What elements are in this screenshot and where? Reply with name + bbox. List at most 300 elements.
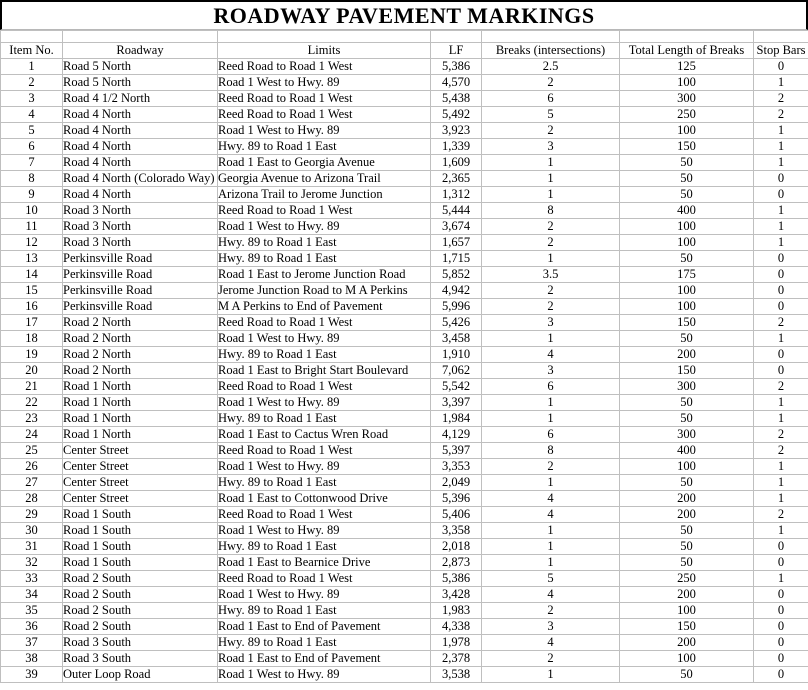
table-row <box>1 427 808 443</box>
cell-limits: Reed Road to Road 1 West <box>218 203 431 219</box>
cell-breaks: 1 <box>482 411 620 427</box>
cell-lf: 5,426 <box>431 315 482 331</box>
cell-stop-bars: 0 <box>754 555 808 571</box>
cell-total-length-of-breaks: 250 <box>620 571 754 587</box>
cell-stop-bars: 2 <box>754 443 808 459</box>
cell-roadway: Road 2 North <box>63 315 218 331</box>
cell-limits: Road 1 West to Hwy. 89 <box>218 587 431 603</box>
cell-item-no: 17 <box>1 315 63 331</box>
cell-total-length-of-breaks: 100 <box>620 459 754 475</box>
cell-roadway: Road 1 South <box>63 507 218 523</box>
cell-item-no: 31 <box>1 539 63 555</box>
cell-breaks: 1 <box>482 171 620 187</box>
cell-limits: Road 1 East to Georgia Avenue <box>218 155 431 171</box>
cell-item-no: 13 <box>1 251 63 267</box>
cell-breaks: 6 <box>482 379 620 395</box>
table-row <box>1 187 808 203</box>
cell-lf: 2,378 <box>431 651 482 667</box>
cell-total-length-of-breaks: 50 <box>620 155 754 171</box>
cell-item-no: 2 <box>1 75 63 91</box>
cell-stop-bars: 0 <box>754 619 808 635</box>
cell-breaks: 6 <box>482 427 620 443</box>
cell-roadway: Road 1 South <box>63 539 218 555</box>
cell-total-length-of-breaks: 150 <box>620 315 754 331</box>
cell-item-no: 22 <box>1 395 63 411</box>
cell-limits: Arizona Trail to Jerome Junction <box>218 187 431 203</box>
cell-limits: Road 1 West to Hwy. 89 <box>218 667 431 683</box>
cell-total-length-of-breaks: 50 <box>620 187 754 203</box>
cell-stop-bars: 0 <box>754 363 808 379</box>
cell-limits: Road 1 West to Hwy. 89 <box>218 75 431 91</box>
cell-total-length-of-breaks: 150 <box>620 139 754 155</box>
cell-breaks: 3 <box>482 315 620 331</box>
cell-stop-bars: 1 <box>754 491 808 507</box>
cell-total-length-of-breaks: 250 <box>620 107 754 123</box>
cell-roadway: Road 3 North <box>63 235 218 251</box>
cell-stop-bars: 2 <box>754 427 808 443</box>
cell-lf: 3,353 <box>431 459 482 475</box>
cell-limits: Reed Road to Road 1 West <box>218 443 431 459</box>
cell-breaks: 2 <box>482 283 620 299</box>
table-row <box>1 235 808 251</box>
cell-stop-bars: 0 <box>754 299 808 315</box>
table-row <box>1 139 808 155</box>
cell-limits: Road 1 East to End of Pavement <box>218 619 431 635</box>
cell-breaks: 2 <box>482 235 620 251</box>
table-row <box>1 587 808 603</box>
cell-breaks: 1 <box>482 539 620 555</box>
cell-breaks: 1 <box>482 523 620 539</box>
cell-lf: 1,910 <box>431 347 482 363</box>
cell-stop-bars: 0 <box>754 347 808 363</box>
column-header-limits: Limits <box>218 43 431 59</box>
cell-lf: 4,338 <box>431 619 482 635</box>
table-row <box>1 203 808 219</box>
cell-lf: 1,609 <box>431 155 482 171</box>
cell-breaks: 8 <box>482 203 620 219</box>
cell-lf: 3,923 <box>431 123 482 139</box>
cell-breaks: 2 <box>482 651 620 667</box>
cell-breaks: 3 <box>482 619 620 635</box>
cell-limits: Hwy. 89 to Road 1 East <box>218 139 431 155</box>
cell-stop-bars: 2 <box>754 507 808 523</box>
spacer-cell <box>218 31 431 43</box>
cell-lf: 1,715 <box>431 251 482 267</box>
table-row <box>1 283 808 299</box>
spacer-cell <box>1 31 63 43</box>
cell-breaks: 2.5 <box>482 59 620 75</box>
cell-lf: 5,386 <box>431 571 482 587</box>
cell-stop-bars: 0 <box>754 59 808 75</box>
cell-item-no: 24 <box>1 427 63 443</box>
column-header-breaks: Breaks (intersections) <box>482 43 620 59</box>
column-header-stop-bars: Stop Bars <box>754 43 808 59</box>
cell-breaks: 2 <box>482 75 620 91</box>
cell-total-length-of-breaks: 200 <box>620 507 754 523</box>
cell-lf: 2,365 <box>431 171 482 187</box>
cell-lf: 4,570 <box>431 75 482 91</box>
cell-roadway: Road 4 North <box>63 155 218 171</box>
cell-item-no: 11 <box>1 219 63 235</box>
cell-limits: Road 1 West to Hwy. 89 <box>218 459 431 475</box>
cell-breaks: 1 <box>482 667 620 683</box>
cell-item-no: 35 <box>1 603 63 619</box>
cell-total-length-of-breaks: 50 <box>620 411 754 427</box>
cell-item-no: 9 <box>1 187 63 203</box>
cell-limits: Reed Road to Road 1 West <box>218 507 431 523</box>
cell-limits: Reed Road to Road 1 West <box>218 571 431 587</box>
table-row <box>1 667 808 683</box>
cell-stop-bars: 1 <box>754 523 808 539</box>
cell-roadway: Road 4 North <box>63 187 218 203</box>
cell-total-length-of-breaks: 100 <box>620 219 754 235</box>
cell-lf: 5,438 <box>431 91 482 107</box>
cell-roadway: Road 3 North <box>63 219 218 235</box>
cell-item-no: 16 <box>1 299 63 315</box>
cell-roadway: Road 5 North <box>63 59 218 75</box>
cell-total-length-of-breaks: 300 <box>620 427 754 443</box>
cell-item-no: 4 <box>1 107 63 123</box>
cell-lf: 3,397 <box>431 395 482 411</box>
cell-stop-bars: 0 <box>754 587 808 603</box>
cell-lf: 5,996 <box>431 299 482 315</box>
cell-item-no: 19 <box>1 347 63 363</box>
cell-breaks: 5 <box>482 571 620 587</box>
page-title: ROADWAY PAVEMENT MARKINGS <box>0 0 808 30</box>
cell-lf: 7,062 <box>431 363 482 379</box>
cell-stop-bars: 0 <box>754 539 808 555</box>
spacer-cell <box>754 31 808 43</box>
cell-limits: Road 1 West to Hwy. 89 <box>218 395 431 411</box>
cell-lf: 5,386 <box>431 59 482 75</box>
spacer-cell <box>620 31 754 43</box>
cell-total-length-of-breaks: 300 <box>620 379 754 395</box>
cell-stop-bars: 0 <box>754 651 808 667</box>
cell-total-length-of-breaks: 400 <box>620 443 754 459</box>
cell-limits: Hwy. 89 to Road 1 East <box>218 235 431 251</box>
cell-lf: 3,538 <box>431 667 482 683</box>
cell-stop-bars: 1 <box>754 123 808 139</box>
table-row <box>1 411 808 427</box>
table-row <box>1 267 808 283</box>
cell-item-no: 28 <box>1 491 63 507</box>
cell-stop-bars: 1 <box>754 571 808 587</box>
cell-total-length-of-breaks: 100 <box>620 651 754 667</box>
cell-item-no: 14 <box>1 267 63 283</box>
cell-roadway: Road 4 1/2 North <box>63 91 218 107</box>
cell-breaks: 4 <box>482 635 620 651</box>
cell-total-length-of-breaks: 200 <box>620 635 754 651</box>
cell-item-no: 39 <box>1 667 63 683</box>
cell-stop-bars: 0 <box>754 171 808 187</box>
cell-stop-bars: 1 <box>754 75 808 91</box>
table-row <box>1 651 808 667</box>
cell-stop-bars: 1 <box>754 203 808 219</box>
cell-lf: 2,018 <box>431 539 482 555</box>
cell-total-length-of-breaks: 150 <box>620 363 754 379</box>
table-row <box>1 491 808 507</box>
cell-breaks: 2 <box>482 459 620 475</box>
cell-breaks: 1 <box>482 155 620 171</box>
cell-lf: 1,339 <box>431 139 482 155</box>
cell-item-no: 18 <box>1 331 63 347</box>
cell-limits: Road 1 East to End of Pavement <box>218 651 431 667</box>
cell-item-no: 10 <box>1 203 63 219</box>
cell-limits: Georgia Avenue to Arizona Trail <box>218 171 431 187</box>
cell-roadway: Road 2 North <box>63 363 218 379</box>
cell-total-length-of-breaks: 50 <box>620 523 754 539</box>
cell-lf: 1,657 <box>431 235 482 251</box>
cell-breaks: 1 <box>482 331 620 347</box>
cell-lf: 5,852 <box>431 267 482 283</box>
cell-breaks: 2 <box>482 299 620 315</box>
cell-roadway: Road 1 North <box>63 395 218 411</box>
cell-roadway: Road 3 South <box>63 651 218 667</box>
spacer-cell <box>431 31 482 43</box>
cell-breaks: 1 <box>482 555 620 571</box>
cell-breaks: 1 <box>482 395 620 411</box>
cell-limits: Road 1 East to Cactus Wren Road <box>218 427 431 443</box>
cell-limits: Hwy. 89 to Road 1 East <box>218 411 431 427</box>
cell-lf: 5,444 <box>431 203 482 219</box>
header-row <box>1 43 808 59</box>
cell-stop-bars: 2 <box>754 315 808 331</box>
cell-roadway: Road 2 South <box>63 587 218 603</box>
cell-roadway: Perkinsville Road <box>63 267 218 283</box>
column-header-total-length-of-breaks: Total Length of Breaks <box>620 43 754 59</box>
table-row <box>1 75 808 91</box>
cell-item-no: 26 <box>1 459 63 475</box>
cell-total-length-of-breaks: 50 <box>620 475 754 491</box>
cell-roadway: Road 5 North <box>63 75 218 91</box>
cell-breaks: 1 <box>482 475 620 491</box>
cell-roadway: Road 3 North <box>63 203 218 219</box>
cell-item-no: 33 <box>1 571 63 587</box>
cell-total-length-of-breaks: 100 <box>620 235 754 251</box>
cell-total-length-of-breaks: 50 <box>620 171 754 187</box>
cell-roadway: Perkinsville Road <box>63 283 218 299</box>
cell-total-length-of-breaks: 100 <box>620 603 754 619</box>
cell-total-length-of-breaks: 100 <box>620 123 754 139</box>
cell-stop-bars: 0 <box>754 667 808 683</box>
cell-roadway: Road 1 North <box>63 427 218 443</box>
cell-roadway: Road 1 North <box>63 379 218 395</box>
cell-limits: Hwy. 89 to Road 1 East <box>218 251 431 267</box>
cell-item-no: 25 <box>1 443 63 459</box>
table-row <box>1 331 808 347</box>
table-row <box>1 251 808 267</box>
cell-breaks: 2 <box>482 603 620 619</box>
cell-stop-bars: 0 <box>754 603 808 619</box>
cell-lf: 3,428 <box>431 587 482 603</box>
cell-total-length-of-breaks: 200 <box>620 587 754 603</box>
cell-limits: Road 1 East to Bearnice Drive <box>218 555 431 571</box>
column-header-lf: LF <box>431 43 482 59</box>
cell-stop-bars: 0 <box>754 635 808 651</box>
cell-item-no: 36 <box>1 619 63 635</box>
cell-total-length-of-breaks: 100 <box>620 75 754 91</box>
cell-item-no: 23 <box>1 411 63 427</box>
cell-lf: 5,406 <box>431 507 482 523</box>
table-row <box>1 635 808 651</box>
cell-stop-bars: 1 <box>754 411 808 427</box>
table-body <box>1 59 808 683</box>
table-row <box>1 507 808 523</box>
cell-total-length-of-breaks: 200 <box>620 491 754 507</box>
cell-roadway: Perkinsville Road <box>63 251 218 267</box>
cell-breaks: 4 <box>482 587 620 603</box>
cell-item-no: 20 <box>1 363 63 379</box>
cell-limits: Road 1 West to Hwy. 89 <box>218 123 431 139</box>
cell-stop-bars: 1 <box>754 219 808 235</box>
table-row <box>1 219 808 235</box>
cell-breaks: 4 <box>482 507 620 523</box>
cell-limits: Road 1 West to Hwy. 89 <box>218 523 431 539</box>
cell-item-no: 21 <box>1 379 63 395</box>
cell-item-no: 15 <box>1 283 63 299</box>
cell-roadway: Road 4 North <box>63 107 218 123</box>
table-row <box>1 91 808 107</box>
table-row <box>1 123 808 139</box>
cell-total-length-of-breaks: 50 <box>620 555 754 571</box>
cell-item-no: 27 <box>1 475 63 491</box>
cell-total-length-of-breaks: 200 <box>620 347 754 363</box>
cell-total-length-of-breaks: 300 <box>620 91 754 107</box>
cell-item-no: 38 <box>1 651 63 667</box>
cell-lf: 1,978 <box>431 635 482 651</box>
cell-lf: 3,458 <box>431 331 482 347</box>
cell-limits: M A Perkins to End of Pavement <box>218 299 431 315</box>
table-row <box>1 299 808 315</box>
cell-limits: Reed Road to Road 1 West <box>218 59 431 75</box>
cell-lf: 4,942 <box>431 283 482 299</box>
cell-limits: Hwy. 89 to Road 1 East <box>218 603 431 619</box>
cell-roadway: Road 4 North <box>63 139 218 155</box>
cell-roadway: Road 2 South <box>63 571 218 587</box>
cell-limits: Hwy. 89 to Road 1 East <box>218 539 431 555</box>
markings-table <box>0 30 808 683</box>
cell-breaks: 6 <box>482 91 620 107</box>
cell-total-length-of-breaks: 50 <box>620 539 754 555</box>
table-row <box>1 59 808 75</box>
cell-breaks: 4 <box>482 347 620 363</box>
cell-stop-bars: 1 <box>754 331 808 347</box>
cell-total-length-of-breaks: 175 <box>620 267 754 283</box>
cell-breaks: 4 <box>482 491 620 507</box>
cell-limits: Reed Road to Road 1 West <box>218 315 431 331</box>
spacer-row <box>1 31 808 43</box>
cell-stop-bars: 1 <box>754 235 808 251</box>
table-row <box>1 443 808 459</box>
cell-limits: Hwy. 89 to Road 1 East <box>218 635 431 651</box>
cell-stop-bars: 1 <box>754 395 808 411</box>
cell-breaks: 8 <box>482 443 620 459</box>
cell-total-length-of-breaks: 50 <box>620 395 754 411</box>
table-row <box>1 523 808 539</box>
table-row <box>1 379 808 395</box>
table-row <box>1 395 808 411</box>
cell-item-no: 1 <box>1 59 63 75</box>
cell-lf: 1,312 <box>431 187 482 203</box>
cell-total-length-of-breaks: 150 <box>620 619 754 635</box>
cell-lf: 1,984 <box>431 411 482 427</box>
cell-roadway: Perkinsville Road <box>63 299 218 315</box>
cell-lf: 2,049 <box>431 475 482 491</box>
cell-roadway: Center Street <box>63 491 218 507</box>
cell-total-length-of-breaks: 400 <box>620 203 754 219</box>
cell-item-no: 3 <box>1 91 63 107</box>
cell-total-length-of-breaks: 125 <box>620 59 754 75</box>
table-row <box>1 619 808 635</box>
cell-lf: 5,396 <box>431 491 482 507</box>
cell-item-no: 29 <box>1 507 63 523</box>
table-row <box>1 171 808 187</box>
cell-breaks: 3 <box>482 363 620 379</box>
cell-limits: Hwy. 89 to Road 1 East <box>218 475 431 491</box>
cell-stop-bars: 0 <box>754 267 808 283</box>
cell-item-no: 5 <box>1 123 63 139</box>
table-row <box>1 603 808 619</box>
cell-item-no: 6 <box>1 139 63 155</box>
cell-limits: Reed Road to Road 1 West <box>218 379 431 395</box>
cell-stop-bars: 0 <box>754 187 808 203</box>
cell-item-no: 34 <box>1 587 63 603</box>
cell-roadway: Road 1 South <box>63 523 218 539</box>
cell-breaks: 1 <box>482 251 620 267</box>
cell-roadway: Road 3 South <box>63 635 218 651</box>
cell-lf: 2,873 <box>431 555 482 571</box>
table-row <box>1 107 808 123</box>
cell-item-no: 12 <box>1 235 63 251</box>
cell-limits: Jerome Junction Road to M A Perkins <box>218 283 431 299</box>
cell-limits: Road 1 West to Hwy. 89 <box>218 219 431 235</box>
cell-item-no: 7 <box>1 155 63 171</box>
cell-roadway: Road 4 North (Colorado Way) <box>63 171 218 187</box>
cell-total-length-of-breaks: 50 <box>620 331 754 347</box>
cell-roadway: Road 4 North <box>63 123 218 139</box>
cell-item-no: 8 <box>1 171 63 187</box>
cell-stop-bars: 1 <box>754 139 808 155</box>
cell-limits: Road 1 West to Hwy. 89 <box>218 331 431 347</box>
cell-total-length-of-breaks: 100 <box>620 299 754 315</box>
cell-lf: 5,542 <box>431 379 482 395</box>
cell-breaks: 3 <box>482 139 620 155</box>
spacer-cell <box>482 31 620 43</box>
cell-limits: Reed Road to Road 1 West <box>218 107 431 123</box>
cell-item-no: 37 <box>1 635 63 651</box>
cell-lf: 5,397 <box>431 443 482 459</box>
cell-roadway: Outer Loop Road <box>63 667 218 683</box>
table-row <box>1 555 808 571</box>
cell-stop-bars: 1 <box>754 155 808 171</box>
cell-breaks: 2 <box>482 219 620 235</box>
cell-roadway: Center Street <box>63 443 218 459</box>
cell-stop-bars: 0 <box>754 283 808 299</box>
cell-lf: 1,983 <box>431 603 482 619</box>
cell-lf: 4,129 <box>431 427 482 443</box>
cell-total-length-of-breaks: 50 <box>620 667 754 683</box>
cell-stop-bars: 1 <box>754 459 808 475</box>
table-row <box>1 155 808 171</box>
spacer-cell <box>63 31 218 43</box>
cell-roadway: Road 2 North <box>63 347 218 363</box>
cell-breaks: 3.5 <box>482 267 620 283</box>
cell-limits: Road 1 East to Jerome Junction Road <box>218 267 431 283</box>
cell-roadway: Center Street <box>63 475 218 491</box>
cell-stop-bars: 2 <box>754 379 808 395</box>
cell-breaks: 2 <box>482 123 620 139</box>
cell-breaks: 1 <box>482 187 620 203</box>
